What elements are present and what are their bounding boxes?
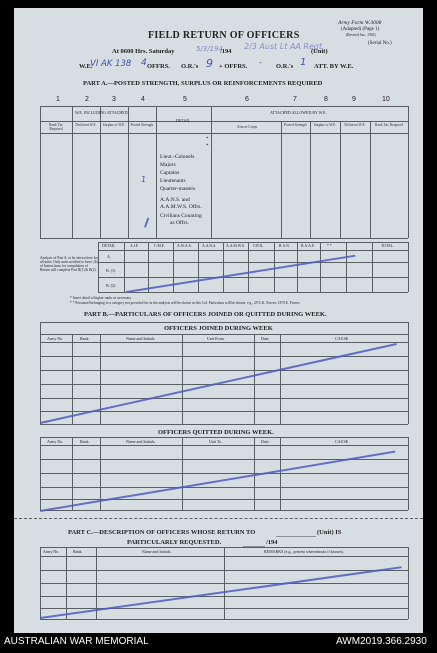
rule: [40, 133, 408, 134]
sub-header: Surplus to W.E.: [102, 123, 126, 127]
rule: [408, 106, 409, 238]
sub-header: Posted Strength: [284, 123, 307, 127]
sub-header: Deficient W.E.: [344, 123, 366, 127]
part-c-unit-is: (Unit) IS: [317, 529, 342, 536]
army-form-label: Army Form W.3008: [338, 20, 382, 26]
col-number: 4: [141, 96, 145, 103]
part-c-col-header: Name and Initials.: [142, 549, 172, 554]
part-b-title: PART B.—PARTICULARS OF OFFICERS JOINED OR QUITTED DURING WEEK.: [84, 311, 327, 318]
footer-left: AUSTRALIAN WAR MEMORIAL: [4, 636, 149, 647]
rule: [370, 121, 371, 238]
joined-col-header: Name and Initials.: [126, 336, 156, 341]
rule: [40, 238, 408, 239]
rule: [280, 437, 281, 510]
rule: [40, 487, 408, 488]
perforation-line: [14, 518, 423, 519]
quitted-col-header: Name and Initials.: [126, 439, 156, 444]
rule: [128, 106, 129, 238]
handwritten-ors: 9: [206, 57, 213, 70]
sub-header: Surplus to W.E.: [313, 123, 337, 127]
offrs-label: OFFRS.: [147, 63, 170, 70]
detail-col-header: C.M.F.: [154, 244, 165, 248]
rule: [224, 547, 225, 619]
plus-offrs-label: + OFFRS.: [219, 63, 248, 70]
attached-allowed-header: ATTACHED ALLOWED BY W.E.: [270, 110, 327, 115]
part-c-col-header: REMARKS (e.g., present whereabouts if known).: [264, 549, 344, 554]
form-title: FIELD RETURN OF OFFICERS: [148, 30, 300, 41]
asterisk: *: [206, 144, 209, 149]
detail-col-header: CIVIL.: [253, 244, 265, 248]
col-number: 10: [382, 96, 390, 103]
we-including-attached-header: W.E. INCLUDING ATTACHED: [75, 110, 128, 115]
rule: [40, 322, 408, 323]
detail-row-label: B. (1): [106, 268, 116, 273]
handwritten-offrs: 4: [141, 58, 147, 68]
rule: [148, 242, 149, 292]
rule: [372, 242, 373, 292]
rule: [408, 547, 409, 619]
analysis-note: Analysis of Part A. to be shown here for all units. Only units notified to have, (b) of Instructions for compilation of Return will complete Part B(1) & B(2).: [40, 256, 98, 272]
rank-label: Captains: [160, 170, 180, 176]
rule: [100, 334, 101, 424]
joined-col-header: Rank.: [80, 336, 90, 341]
part-c-requested: PARTICULARLY REQUESTED.: [127, 539, 222, 546]
rule: [182, 437, 183, 510]
ors-label-2: O.R.'s: [276, 63, 294, 70]
rule: [40, 334, 408, 335]
rule: [346, 242, 347, 292]
part-c-requested-date: /194: [266, 539, 278, 546]
sub-header: Posted Strength: [130, 123, 154, 127]
sub-header: Arm or Corps: [237, 125, 257, 129]
col-number: 1: [56, 96, 60, 103]
ors-label: O.R.'s: [181, 63, 199, 70]
rule: [40, 437, 41, 510]
col-number: 7: [293, 96, 297, 103]
rule: [408, 437, 409, 510]
unit-label: (Unit): [311, 48, 328, 55]
rule: [40, 398, 408, 399]
rule: [72, 437, 73, 510]
rule: [276, 536, 316, 537]
sub-header: Deficient W.E.: [75, 123, 97, 127]
quitted-col-header: CAUSE.: [335, 439, 350, 444]
quitted-col-header: Army No.: [47, 439, 64, 444]
rule: [124, 242, 125, 292]
joined-col-header: Unit From.: [207, 336, 225, 341]
quitted-col-header: Unit To.: [209, 439, 223, 444]
rule: [40, 510, 408, 511]
rule: [40, 106, 41, 238]
we-label: W.E.: [79, 63, 93, 70]
rule: [98, 250, 408, 251]
joined-title: OFFICERS JOINED DURING WEEK: [164, 325, 273, 332]
rank-label: Majors: [160, 162, 176, 168]
rule: [281, 121, 282, 238]
detail-col-header: TOTAL.: [381, 244, 395, 248]
footer-right: AWM2019.366.2930: [336, 636, 427, 647]
rule: [72, 106, 73, 238]
col-number: 9: [352, 96, 356, 103]
att-label: ATT. BY W.E.: [314, 63, 354, 70]
rule: [198, 242, 199, 292]
rule: [254, 334, 255, 424]
rule: [40, 547, 41, 619]
rule: [40, 370, 408, 371]
serial-no-label: (Serial No.): [368, 41, 392, 46]
rank-label: A.A.M.W.S. Offrs.: [160, 204, 202, 210]
revised-label: (Revised Jan., 1943): [346, 33, 376, 37]
rule: [66, 547, 67, 619]
rule: [98, 242, 408, 243]
rule: [40, 342, 408, 343]
rule: [297, 242, 298, 292]
part-c-col-header: Rank.: [73, 549, 83, 554]
rank-label: Quarter-masters: [160, 186, 196, 192]
handwritten-margin-note: 1: [141, 175, 147, 184]
rule: [156, 106, 157, 238]
rule: [40, 424, 408, 425]
rule: [408, 322, 409, 424]
rule: [40, 121, 408, 122]
rule: [182, 334, 183, 424]
rule: [40, 445, 408, 446]
rule: [310, 121, 311, 238]
joined-col-header: Army No.: [47, 336, 64, 341]
footnote: * Insert detail of higher ranks as necessary.: [70, 296, 132, 300]
rank-label: Civilians Counting: [160, 213, 202, 219]
rule: [100, 106, 101, 238]
detail-col-header: R.A.A.F.: [301, 244, 315, 248]
rank-label: Lieutenants: [160, 178, 186, 184]
joined-col-header: Date.: [261, 336, 270, 341]
asterisk: *: [206, 137, 209, 142]
rule: [320, 242, 321, 292]
rank-label: Lieut.-Colonels: [160, 154, 195, 160]
sub-header: Rank Vac Required: [49, 123, 63, 131]
detail-row-label: B. (2): [106, 283, 116, 288]
at-line-prefix: At 0600 Hrs. Saturday: [112, 48, 175, 55]
col-number: 3: [112, 96, 116, 103]
detail-row-label: A.: [107, 254, 111, 259]
rule: [340, 121, 341, 238]
col-number: 8: [324, 96, 328, 103]
handwritten-unit: 2/3 Aust Lt AA Regt: [244, 42, 323, 51]
sub-header: Rank Vac Required: [375, 123, 403, 127]
detail-col-header: R.A.N.: [279, 244, 290, 248]
detail-col-header: A.A.M.W.S.: [226, 244, 245, 248]
rule: [72, 334, 73, 424]
quitted-col-header: Rank.: [80, 439, 90, 444]
rule: [98, 242, 99, 292]
rank-label: as Offrs.: [170, 220, 189, 226]
detail-col-header: A.A.N.S.: [202, 244, 217, 248]
part-a-title: PART A.—POSTED STRENGTH, SURPLUS OR REINFORCEMENTS REQUIRED: [83, 80, 323, 87]
rule: [223, 242, 224, 292]
detail-col-header: A.I.F.: [130, 244, 139, 248]
rule: [98, 292, 408, 293]
handwritten-we-no: VI AK 138: [90, 59, 132, 69]
quitted-title: OFFICERS QUITTED DURING WEEK.: [158, 429, 274, 436]
detail-col-header: * *: [327, 244, 332, 248]
rule: [98, 277, 408, 278]
detail-col-header: A.W.A.S.: [177, 244, 192, 248]
col-number: 5: [183, 96, 187, 103]
rule: [40, 356, 408, 357]
footnote: * * Personnel belonging to a category not provided for in the analysis will be shown in this Col. Particulars will be shown, e.g., 29 U.K. Forces; 18 N.E. Forces.: [70, 301, 301, 305]
rule: [211, 106, 212, 238]
rule: [40, 473, 408, 474]
rule: [98, 262, 408, 263]
col-number: 6: [245, 96, 249, 103]
detail-col-header: DETAIL: [102, 244, 116, 248]
handwritten-ors-2: 1: [300, 57, 307, 68]
rank-label: A.A.N.S. and: [160, 197, 190, 203]
rule: [40, 384, 408, 385]
rule: [40, 619, 408, 620]
handwritten-plus-offrs: -: [259, 58, 262, 67]
detail-header: DETAIL: [176, 118, 191, 123]
rule: [280, 334, 281, 424]
joined-col-header: CAUSE.: [335, 336, 350, 341]
rule: [40, 106, 408, 107]
quitted-col-header: Date.: [261, 439, 270, 444]
at-line-year: /194: [220, 48, 232, 55]
part-c-col-header: Army No.: [43, 549, 60, 554]
handwritten-date: 5/3/194: [196, 45, 223, 53]
col-number: 2: [85, 96, 89, 103]
adapted-label: (Adapted) (Page 1): [341, 27, 380, 32]
part-c-title: PART C.—DESCRIPTION OF OFFICERS WHOSE RETURN TO: [68, 529, 256, 536]
rule: [248, 242, 249, 292]
rule: [40, 322, 41, 424]
rule: [40, 437, 408, 438]
rule: [408, 242, 409, 292]
